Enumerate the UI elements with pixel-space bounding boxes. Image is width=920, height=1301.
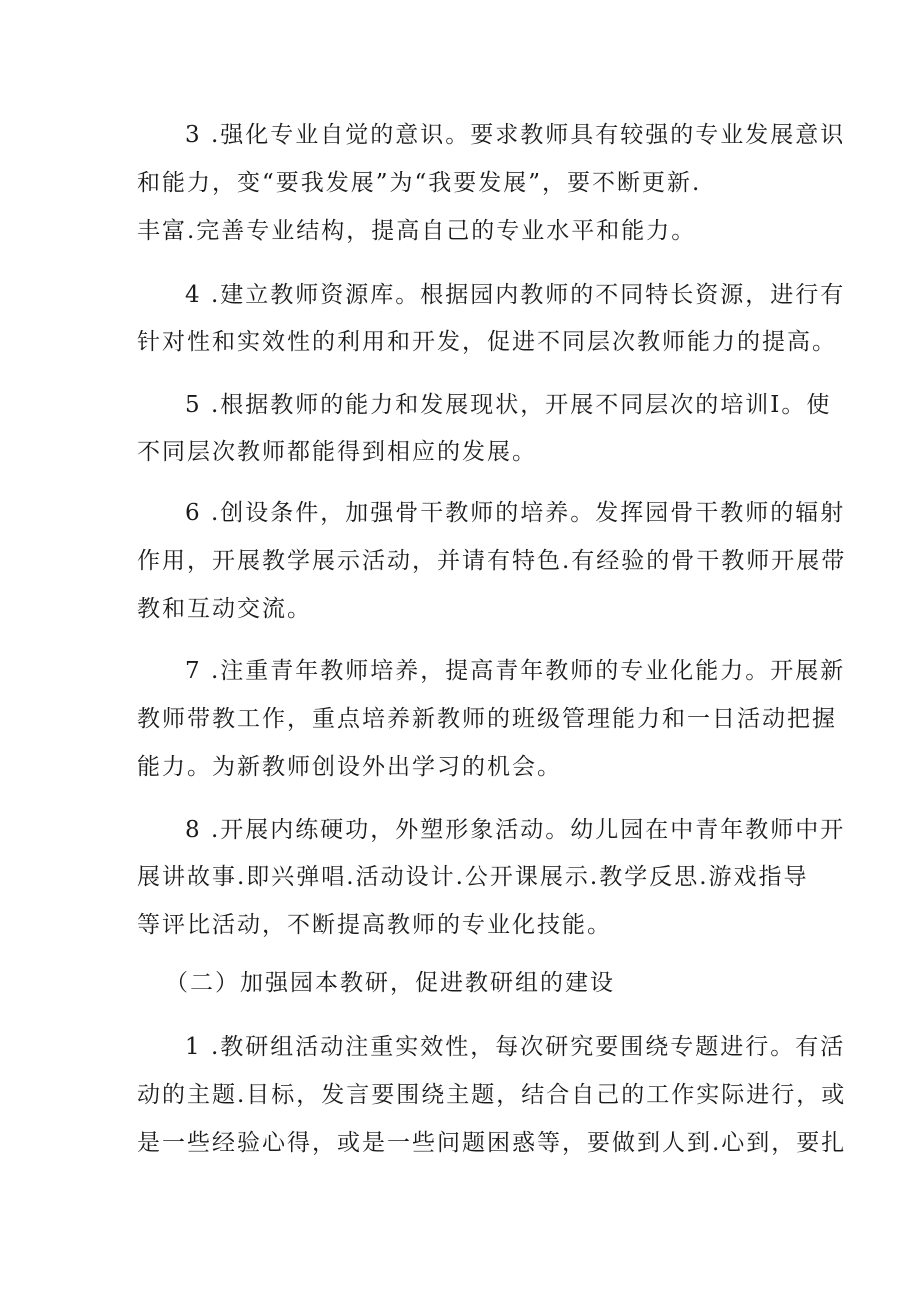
paragraph-4-line-2: 针对性和实效性的利用和开发，促进不同层次教师能力的提高。 (137, 329, 837, 355)
paragraph-7-line-2: 教师带教工作，重点培养新教师的班级管理能力和一日活动把握 (137, 706, 837, 732)
paragraph-6-line-2: 作用，开展教学展示活动，并请有特色.有经验的骨干教师开展带 (137, 548, 847, 574)
paragraph-5-line-2: 不同层次教师都能得到相应的发展。 (137, 439, 537, 465)
paragraph-7-line-1: 7 .注重青年教师培养，提高青年教师的专业化能力。开展新 (185, 658, 846, 684)
section-heading-2: （二）加强园本教研，促进教研组的建设 (165, 970, 615, 996)
paragraph-3-line-3: 丰富.完善专业结构，提高自己的专业水平和能力。 (137, 218, 697, 244)
paragraph-5-line-1: 5 .根据教师的能力和发展现状，开展不同层次的培训I。使 (185, 392, 832, 418)
paragraph-6-line-3: 教和互动交流。 (137, 596, 312, 622)
paragraph-3-line-2: 和能力，变“要我发展”为“我要发展”，要不断更新. (137, 170, 702, 196)
paragraph-6-line-1: 6 .创设条件，加强骨干教师的培养。发挥园骨干教师的辐射 (185, 500, 846, 526)
paragraph-4-line-1: 4 .建立教师资源库。根据园内教师的不同特长资源，进行有 (185, 282, 846, 308)
paragraph-1b-line-1: 1 .教研组活动注重实效性，每次研究要围绕专题进行。有活 (185, 1034, 846, 1060)
paragraph-1b-line-2: 动的主题.目标，发言要围绕主题，结合自己的工作实际进行，或 (137, 1082, 847, 1108)
paragraph-7-line-3: 能力。为新教师创设外出学习的机会。 (137, 754, 562, 780)
paragraph-3-line-1: 3 .强化专业自觉的意识。要求教师具有较强的专业发展意识 (185, 122, 846, 148)
paragraph-8-line-2: 展讲故事.即兴弹唱.活动设计.公开课展示.教学反思.游戏指导 (137, 864, 809, 890)
paragraph-8-line-3: 等评比活动，不断提高教师的专业化技能。 (137, 912, 612, 938)
paragraph-1b-line-3: 是一些经验心得，或是一些问题困惑等，要做到人到.心到，要扎 (137, 1130, 847, 1156)
paragraph-8-line-1: 8 .开展内练硬功，外塑形象活动。幼儿园在中青年教师中开 (185, 817, 846, 843)
